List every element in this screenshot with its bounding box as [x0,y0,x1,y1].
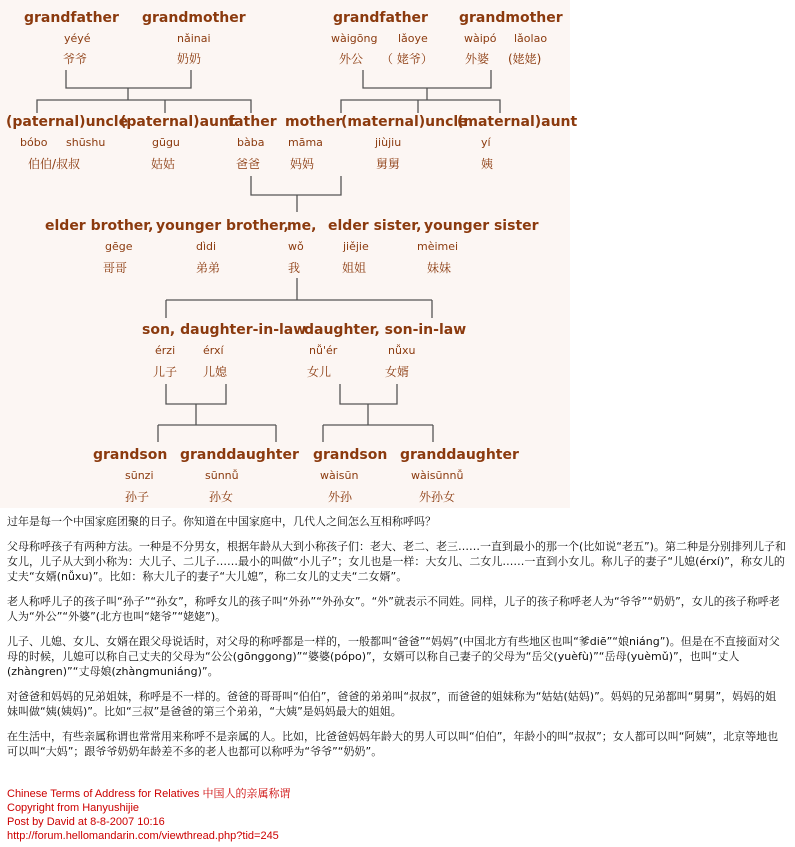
maternal-grandmother-hanzi1: 外婆 [465,52,490,66]
elder-brother-hanzi: 哥哥 [103,261,128,275]
article-body [7,514,787,769]
daughter-in-law-hanzi: 儿媳 [203,365,228,379]
daughter-pinyin: nǚ'ér [309,344,338,357]
paternal-grandmother-label: grandmother [142,10,246,26]
son-pinyin: érzi [155,344,176,357]
paternal-uncle-pinyin2: shūshu [66,136,106,149]
article-paragraph: 对爸爸和妈妈的兄弟姐妹，称呼是不一样的。爸爸的哥哥叫“伯伯”，爸爸的弟弟叫“叔叔”，而爸爸的姐妹称为“姑姑(姑妈)”。妈妈的兄弟都叫“舅舅”，妈妈的姐妹叫做“姨(姨妈)”。比如“三叔”是爸爸的第三个弟弟，“大姨”是妈妈最大的姐姐。 [7,690,777,718]
article-paragraph: 过年是每一个中国家庭团聚的日子。你知道在中国家庭中，几代人之间怎么互相称呼吗？ [7,515,436,528]
maternal-grandmother-pinyin1: wàipó [464,32,497,45]
younger-sister-label: younger sister [424,218,539,234]
source-footer [7,787,290,843]
maternal-aunt-hanzi: 姨 [481,157,494,171]
source-url: http://forum.hellomandarin.com/viewthread.php?tid=245 [7,830,279,842]
mother-label: mother [285,114,343,130]
father-pinyin: bàba [237,136,265,149]
maternal-granddaughter-pinyin: wàisūnnǚ [411,469,464,482]
maternal-grandfather-pinyin2: lǎoye [398,32,428,45]
paternal-uncle-pinyin1: bóbo [20,136,48,149]
maternal-aunt-pinyin: yí [481,136,491,149]
granddaughter-hanzi: 孙女 [209,490,234,504]
son-in-law-hanzi: 女婿 [385,365,410,379]
source-post-info: Post by David at 8-8-2007 10:16 [7,816,165,828]
paternal-grandfather-hanzi: 爷爷 [63,52,88,66]
elder-brother-pinyin: gēge [105,240,133,253]
mother-hanzi: 妈妈 [290,157,315,171]
younger-brother-hanzi: 弟弟 [196,261,221,275]
source-copyright: Copyright from Hanyushijie [7,802,140,814]
paternal-grandfather-pinyin: yéyé [64,32,91,45]
paternal-grandmother-pinyin: nǎinai [177,32,211,45]
paternal-uncle-hanzi: 伯伯/叔叔 [28,157,81,171]
article-paragraph: 父母称呼孩子有两种方法。一种是不分男女，根据年龄从大到小称孩子们：老大、老二、老三……一直到最小的那一个(比如说“老五”)。第二种是分别排列儿子和女儿，儿子从大到小称为：大儿子、二儿子……最小的叫做“小儿子”；女儿也是一样：大女儿、二女儿……一直到小女儿。称儿子的妻子“儿媳(érxí)”，称女儿的丈夫“女婿(nǚxu)”。比如：称大儿子的妻子“大儿媳”，称二女儿的丈夫“二女婿”。 [7,540,786,583]
younger-brother-label: younger brother, [156,218,289,234]
younger-sister-pinyin: mèimei [417,240,459,253]
maternal-grandson-hanzi: 外孙 [328,490,353,504]
maternal-grandson-label: grandson [313,447,388,463]
elder-sister-hanzi: 姐姐 [342,261,367,275]
maternal-grandfather-hanzi1: 外公 [339,52,364,66]
grandson-label: grandson [93,447,168,463]
source-title: Chinese Terms of Address for Relatives 中国人的亲属称谓 [7,788,291,800]
maternal-granddaughter-label: granddaughter [400,447,519,463]
son-in-law-pinyin: nǚxu [388,344,416,357]
paternal-grandfather-label: grandfather [24,10,119,26]
daughter-son-in-law-label: daughter, son-in-law [304,322,467,338]
maternal-grandmother-label: grandmother [459,10,563,26]
maternal-grandson-pinyin: wàisūn [320,469,359,482]
mother-pinyin: māma [288,136,323,149]
younger-sister-hanzi: 妹妹 [427,261,452,275]
paternal-uncle-label: (paternal)uncle [6,114,129,130]
maternal-grandmother-pinyin2: lǎolao [514,32,548,45]
father-label: father [228,114,277,130]
maternal-grandfather-label: grandfather [333,10,428,26]
daughter-hanzi: 女儿 [307,365,332,379]
tree-connector-lines [0,0,570,508]
me-pinyin: wǒ [288,240,304,253]
father-hanzi: 爸爸 [236,157,261,171]
maternal-uncle-pinyin: jiùjiu [375,136,402,149]
me-hanzi: 我 [288,261,301,275]
son-daughter-in-law-label: son, daughter-in-law [142,322,307,338]
daughter-in-law-pinyin: érxí [203,344,224,357]
elder-sister-pinyin: jiějie [343,240,369,253]
paternal-aunt-pinyin: gūgu [152,136,180,149]
maternal-granddaughter-hanzi: 外孙女 [419,490,456,504]
paternal-aunt-label: (paternal)aunt [120,114,236,130]
elder-sister-label: elder sister, [328,218,422,234]
article-paragraph: 儿子、儿媳、女儿、女婿在跟父母说话时，对父母的称呼都是一样的，一般都叫“爸爸”“妈妈”(中国北方有些地区也叫“爹diē”“娘niáng”)。但是在不直接面对父母的时候，儿媳可以称自己丈夫的父母为“公公(gōnggong)”“婆婆(pópo)”，女婿可以称自己妻子的父母为“岳父(yuèfù)”“岳母(yuèmǔ)”，也叫“丈人(zhàngren)”“丈母娘(zhàngmuniáng)”。 [7,635,780,678]
grandson-hanzi: 孙子 [125,490,150,504]
family-tree-diagram [0,0,578,508]
paternal-grandmother-hanzi: 奶奶 [177,52,202,66]
grandson-pinyin: sūnzi [125,469,154,482]
maternal-grandmother-hanzi2: (姥姥) [508,52,542,66]
maternal-grandfather-hanzi2: （ 姥爷） [381,52,433,66]
me-label: me, [287,218,317,234]
granddaughter-label: granddaughter [180,447,299,463]
paternal-aunt-hanzi: 姑姑 [151,157,176,171]
article-paragraph: 老人称呼儿子的孩子叫“孙子”“孙女”，称呼女儿的孩子叫“外孙”“外孙女”。“外”就表示不同姓。同样，儿子的孩子称呼老人为“爷爷”“奶奶”，女儿的孩子称呼老人为“外公”“外婆”(北方也叫“姥爷”“姥姥”)。 [7,595,780,623]
granddaughter-pinyin: sūnnǚ [205,469,239,482]
maternal-uncle-label: (maternal)uncle [341,114,468,130]
article-paragraph: 在生活中，有些亲属称谓也常常用来称呼不是亲属的人。比如，比爸爸妈妈年龄大的男人可以叫“伯伯”，年龄小的叫“叔叔”；女人都可以叫“阿姨”，北京等地也可以叫“大妈”；跟爷爷奶奶年龄差不多的老人也都可以称呼为“爷爷”“奶奶”。 [7,730,779,758]
son-hanzi: 儿子 [153,365,178,379]
maternal-uncle-hanzi: 舅舅 [376,157,401,171]
elder-brother-label: elder brother, [45,218,154,234]
maternal-grandfather-pinyin1: wàigōng [331,32,378,45]
younger-brother-pinyin: dìdi [196,240,217,253]
maternal-aunt-label: (maternal)aunt [457,114,578,130]
